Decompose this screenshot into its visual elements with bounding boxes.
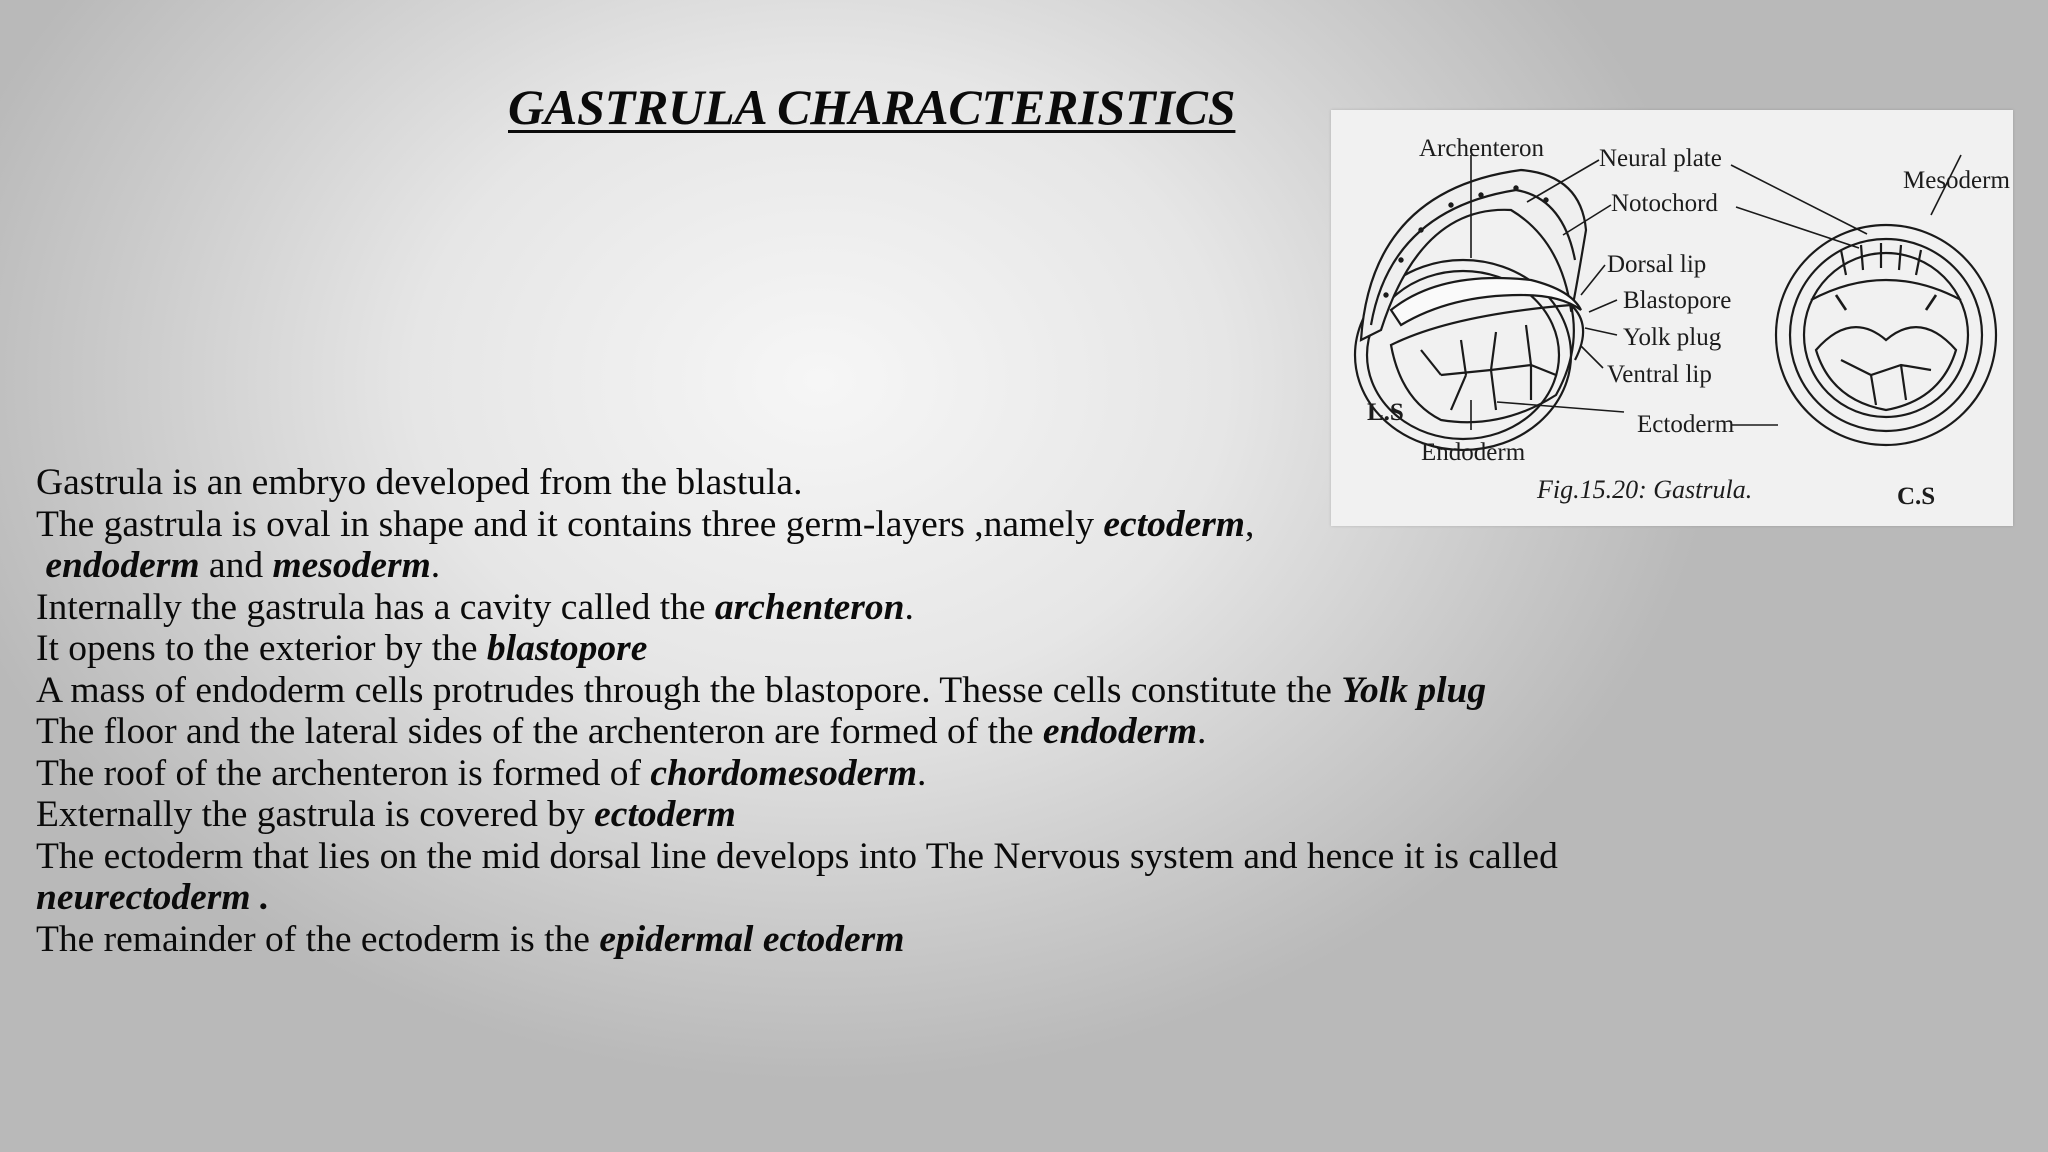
- line-8: [36, 753, 1736, 795]
- label-blastopore: Blastopore: [1623, 287, 1732, 314]
- line-text: It opens to the exterior by the: [36, 628, 487, 669]
- term-ectoderm: ectoderm: [1103, 503, 1245, 545]
- label-dorsal-lip: Dorsal lip: [1607, 251, 1707, 278]
- term-blastopore: blastopore: [486, 628, 648, 669]
- label-endoderm: Endoderm: [1421, 439, 1526, 466]
- term-endoderm: endoderm: [45, 545, 200, 586]
- label-mesoderm: Mesoderm: [1903, 167, 2010, 194]
- line-10: [36, 836, 1736, 878]
- term-mesoderm: mesoderm: [272, 545, 431, 586]
- term-endoderm: endoderm: [1042, 711, 1198, 752]
- line-text: .: [1197, 711, 1207, 752]
- line-text: The remainder of the ectoderm is the: [36, 918, 600, 960]
- label-archenteron: Archenteron: [1419, 135, 1544, 162]
- line-text: The ectoderm that lies on the mid dorsal line develops into The Nervous system and hence it is called: [36, 835, 1558, 877]
- line-text: Internally the gastrula has a cavity called the: [36, 586, 715, 628]
- cross-section: [1776, 225, 1996, 445]
- line-11: [36, 877, 1736, 919]
- line-6: [36, 670, 1736, 712]
- line-text: The floor and the lateral sides of the archenteron are formed of the: [36, 711, 1043, 752]
- label-ventral-lip: Ventral lip: [1607, 361, 1712, 388]
- label-neural-plate: Neural plate: [1599, 145, 1722, 172]
- label-ls: L.S: [1367, 399, 1404, 426]
- term-yolk-plug: Yolk plug: [1341, 669, 1487, 711]
- label-cs: C.S: [1897, 483, 1936, 510]
- line-1: [36, 462, 1736, 504]
- slide-body: [36, 462, 1736, 960]
- slide-title: GASTRULA CHARACTERISTICS: [508, 79, 1236, 135]
- line-7: [36, 711, 1736, 753]
- label-ectoderm: Ectoderm: [1637, 411, 1735, 438]
- line-text: .: [917, 752, 927, 794]
- line-text: The roof of the archenteron is formed of: [36, 752, 651, 794]
- line-text: A mass of endoderm cells protrudes through the blastopore. Thesse cells constitute the: [36, 669, 1342, 711]
- label-yolk-plug: Yolk plug: [1623, 324, 1722, 351]
- line-text: The gastrula is oval in shape and it contains three germ-layers ,namely: [36, 503, 1104, 545]
- line-3: [36, 545, 1736, 587]
- term-chordomesoderm: chordomesoderm: [650, 752, 918, 794]
- line-12: [36, 919, 1736, 961]
- line-5: [36, 628, 1736, 670]
- line-text: [36, 545, 45, 586]
- line-2: [36, 504, 1736, 546]
- line-text: .: [904, 586, 914, 628]
- label-notochord: Notochord: [1611, 190, 1718, 217]
- term-ectoderm: ectoderm: [594, 794, 736, 835]
- figure-caption: Fig.15.20: Gastrula.: [1537, 475, 1753, 504]
- line-9: [36, 794, 1736, 836]
- line-4: [36, 587, 1736, 629]
- line-text: and: [199, 545, 273, 586]
- line-text: Externally the gastrula is covered by: [36, 794, 595, 835]
- line-text: .: [430, 545, 441, 586]
- term-neurectoderm: neurectoderm .: [36, 877, 270, 918]
- line-text: Gastrula is an embryo developed from the blastula.: [36, 462, 803, 503]
- term-archenteron: archenteron: [714, 586, 905, 628]
- line-text: ,: [1244, 503, 1255, 545]
- term-epidermal-ectoderm: epidermal ectoderm: [599, 918, 905, 960]
